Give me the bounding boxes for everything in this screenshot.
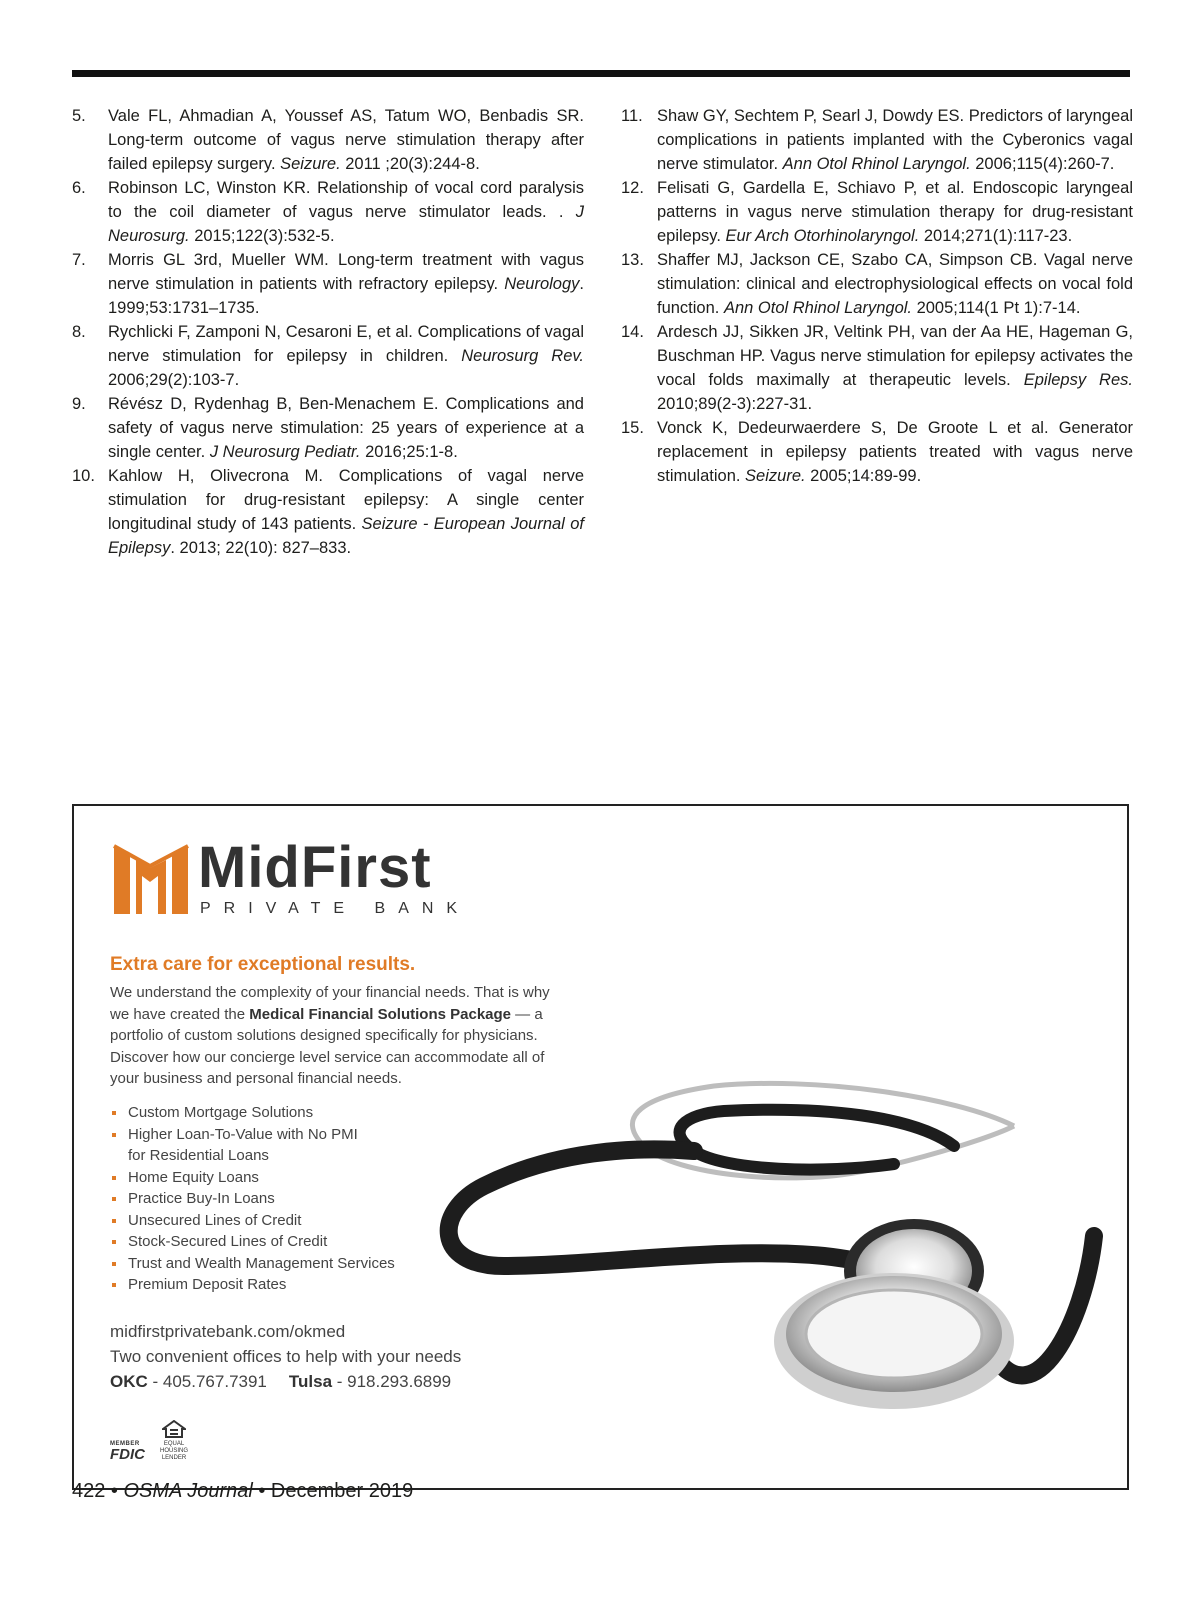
page-footer: 422 • OSMA Journal • December 2019 — [72, 1480, 414, 1502]
ad-website: midfirstprivatebank.com/okmed — [110, 1322, 346, 1341]
reference-item: 12. Felisati G, Gardella E, Schiavo P, et al. Endoscopic laryngeal patterns in vagus nerve stimulation therapy for drug-resistant epilepsy. Eur Arch Otorhinolaryngol. 2014;271(1):117-23. — [621, 179, 1133, 245]
reference-item: 14. Ardesch JJ, Sikken JR, Veltink PH, van der Aa HE, Hageman G, Buschman HP. Vagus nerve stimulation for epilepsy activates the vocal folds maximally at therapeutic levels. Epilepsy Res. 2010;89(2-3):227-31. — [621, 323, 1133, 413]
equal-housing-lender-logo: EQUAL HOUSING LENDER — [159, 1420, 189, 1462]
list-item: Stock-Secured Lines of Credit — [110, 1231, 395, 1253]
logo-subtitle: PRIVATE BANK — [200, 900, 471, 917]
reference-item: 7. Morris GL 3rd, Mueller WM. Long-term treatment with vagus nerve stimulation in patients with refractory epilepsy. Neurology. 1999;53:1731–1735. — [72, 251, 584, 317]
services-list — [110, 1102, 395, 1296]
list-item: Practice Buy-In Loans — [110, 1188, 395, 1210]
reference-item: 8. Rychlicki F, Zamponi N, Cesaroni E, et al. Complications of vagal nerve stimulation for epilepsy in children. Neurosurg Rev. 2006;29(2):103-7. — [72, 323, 584, 389]
ad-offices-text: Two convenient offices to help with your needs — [110, 1347, 462, 1366]
reference-item: 10. Kahlow H, Olivecrona M. Complications of vagal nerve stimulation for drug-resistant epilepsy: A single center longitudinal study of 143 patients. Seizure - European Journal of Epilepsy. 2013; 22(10): 827–833. — [72, 467, 584, 557]
list-item: Custom Mortgage Solutions — [110, 1102, 395, 1124]
ad-headline: Extra care for exceptional results. — [110, 954, 416, 975]
fdic-logo: MEMBER FDIC — [110, 1441, 145, 1463]
list-item: Premium Deposit Rates — [110, 1274, 395, 1296]
references-right-column — [621, 104, 1133, 488]
regulatory-badges — [110, 1420, 189, 1462]
ad-phone-numbers: OKC - 405.767.7391 Tulsa - 918.293.6899 — [110, 1372, 452, 1391]
reference-item: 13. Shaffer MJ, Jackson CE, Szabo CA, Simpson CB. Vagal nerve stimulation: clinical and electrophysiological effects on vocal fold function. Ann Otol Rhinol Laryngol. 2005;114(1 Pt 1):7-14. — [621, 251, 1133, 317]
reference-item: 5. Vale FL, Ahmadian A, Youssef AS, Tatum WO, Benbadis SR. Long-term outcome of vagus nerve stimulation therapy after failed epilepsy surgery. Seizure. 2011 ;20(3):244-8. — [72, 107, 584, 173]
reference-item: 9. Révész D, Rydenhag B, Ben-Menachem E. Complications and safety of vagus nerve stimulation: 25 years of experience at a single center. J Neurosurg Pediatr. 2016;25:1-8. — [72, 395, 584, 461]
list-item: Higher Loan-To-Value with No PMI for Residential Loans — [110, 1124, 395, 1167]
list-item: Unsecured Lines of Credit — [110, 1210, 395, 1232]
reference-item: 6. Robinson LC, Winston KR. Relationship of vocal cord paralysis to the coil diameter of vagus nerve stimulator leads. . J Neurosurg. 2015;122(3):532-5. — [72, 179, 584, 245]
reference-item: 15. Vonck K, Dedeurwaerdere S, De Groote L et al. Generator replacement in epilepsy patients treated with vagus nerve stimulation. Seizure. 2005;14:89-99. — [621, 419, 1133, 485]
midfirst-logo-mark — [112, 842, 190, 916]
references-left-column — [72, 104, 584, 560]
list-item: Home Equity Loans — [110, 1167, 395, 1189]
midfirst-advertisement — [72, 804, 1129, 1490]
house-icon — [162, 1420, 186, 1438]
list-item: Trust and Wealth Management Services — [110, 1253, 395, 1275]
reference-item: 11. Shaw GY, Sechtem P, Searl J, Dowdy ES. Predictors of laryngeal complications in patients implanted with the Cyberonics vagal nerve stimulator. Ann Otol Rhinol Laryngol. 2006;115(4):260-7. — [621, 107, 1133, 173]
ad-body-text: We understand the complexity of your financial needs. That is why we have created the Medical Financial Solutions Package — a portfolio of custom solutions designed specifically for physicians. Discover how our concierge level service can accommodate all of your business and personal financial needs. — [110, 984, 550, 1087]
top-rule — [72, 70, 1130, 77]
logo-wordmark: MidFirst — [198, 835, 432, 900]
